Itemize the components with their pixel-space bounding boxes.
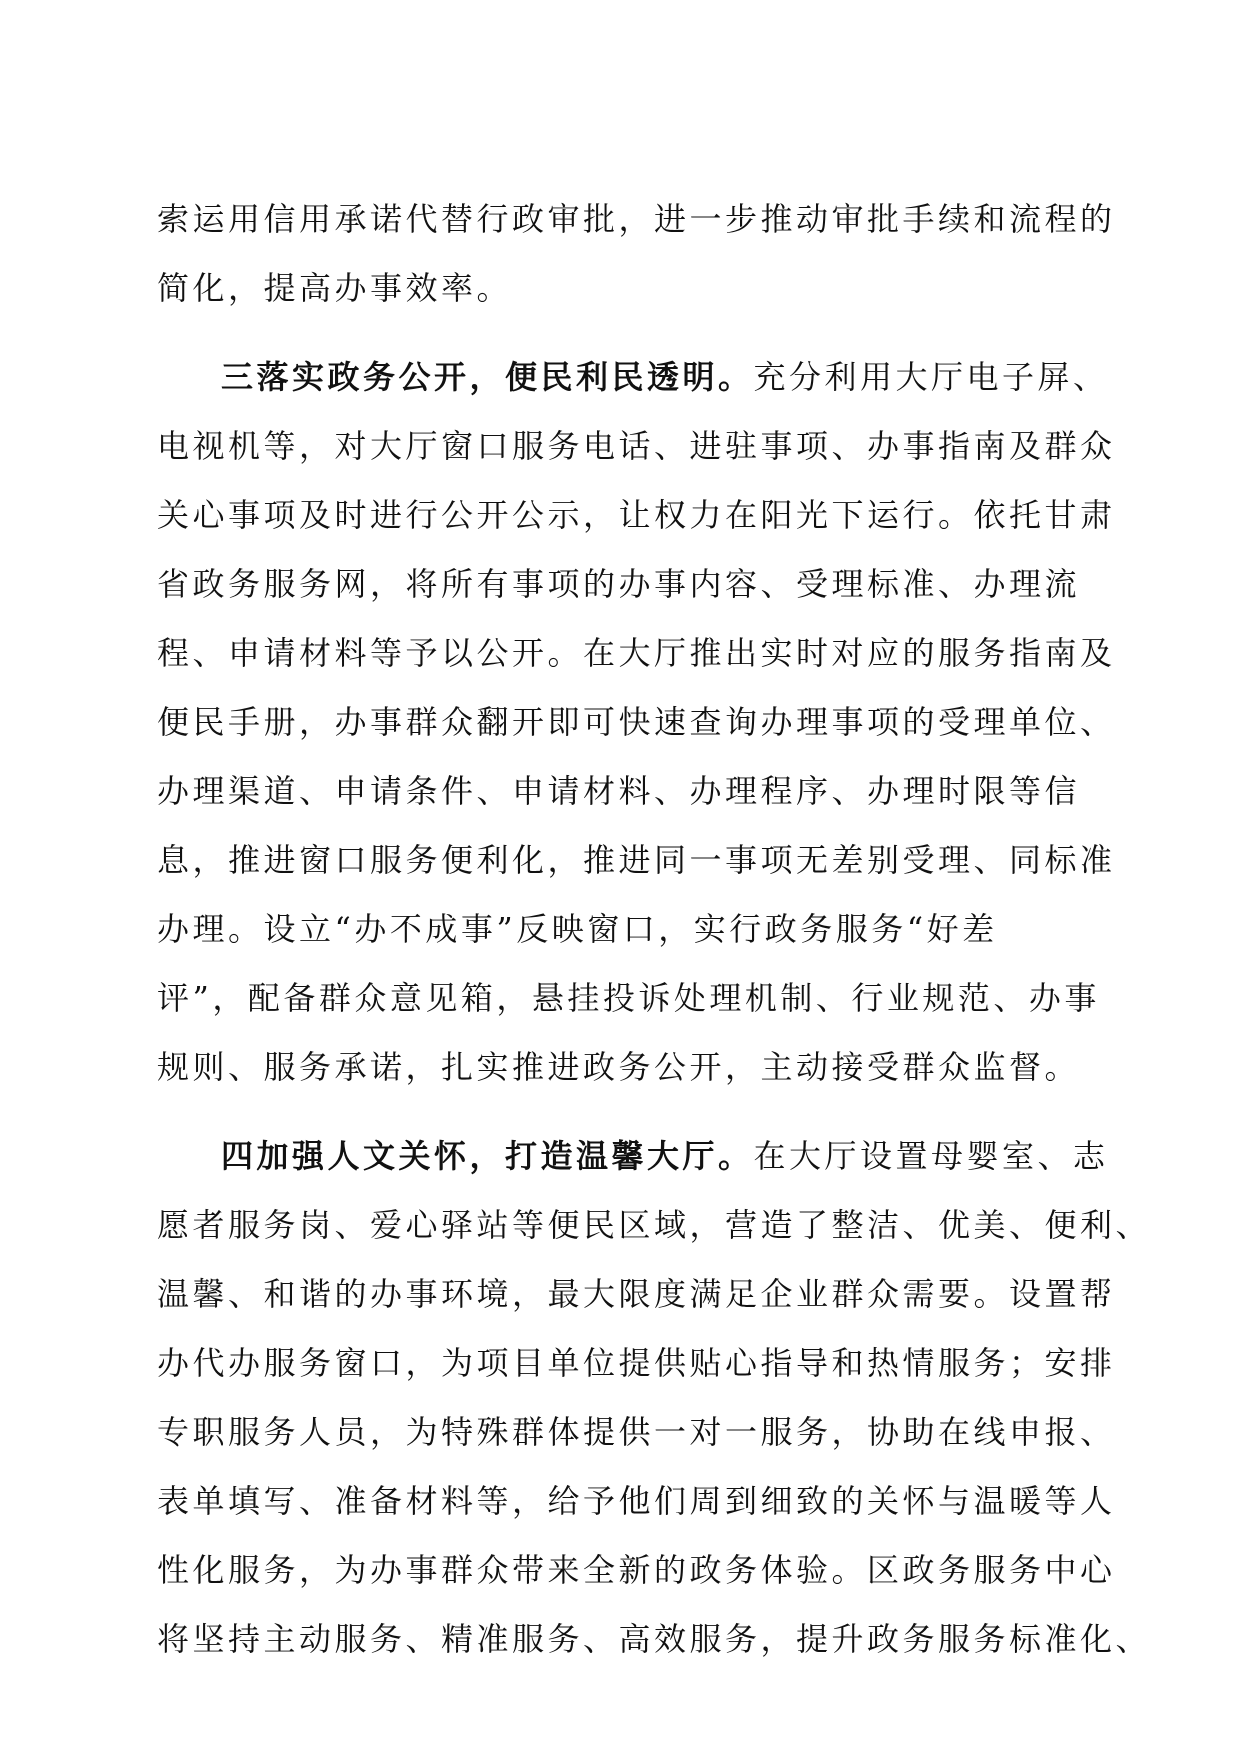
text-line: 便民手册，办事群众翻开即可快速查询办理事项的受理单位、 bbox=[157, 703, 1116, 741]
text-line: 办代办服务窗口，为项目单位提供贴心指导和热情服务；安排 bbox=[157, 1344, 1116, 1382]
text-line: 索运用信用承诺代替行政审批，进一步推动审批手续和流程的 bbox=[157, 200, 1116, 238]
section-heading: 三落实政务公开，便民利民透明。 bbox=[221, 358, 754, 396]
text-line: 关心事项及时进行公开公示，让权力在阳光下运行。依托甘肃 bbox=[157, 496, 1116, 534]
text-line: 规则、服务承诺，扎实推进政务公开，主动接受群众监督。 bbox=[157, 1048, 1081, 1086]
section-heading: 四加强人文关怀，打造温馨大厅。 bbox=[221, 1137, 754, 1175]
paragraph-government-transparency bbox=[157, 343, 1116, 1102]
text-line: 性化服务，为办事群众带来全新的政务体验。区政务服务中心 bbox=[157, 1551, 1116, 1589]
text-line: 评”，配备群众意见箱，悬挂投诉处理机制、行业规范、办事 bbox=[157, 979, 1100, 1017]
text-line: 专职服务人员，为特殊群体提供一对一服务，协助在线申报、 bbox=[157, 1413, 1116, 1451]
text-line: 温馨、和谐的办事环境，最大限度满足企业群众需要。设置帮 bbox=[157, 1275, 1116, 1313]
paragraph-first-line bbox=[157, 1122, 1109, 1191]
text-line: 将坚持主动服务、精准服务、高效服务，提升政务服务标准化、 bbox=[157, 1620, 1152, 1658]
text-line: 办理。设立“办不成事”反映窗口，实行政务服务“好差 bbox=[157, 910, 998, 948]
text-line: 办理渠道、申请条件、申请材料、办理程序、办理时限等信 bbox=[157, 772, 1081, 810]
text-run: 在大厅设置母婴室、志 bbox=[753, 1137, 1109, 1175]
document-body bbox=[157, 185, 1152, 1674]
text-run: 充分利用大厅电子屏、 bbox=[753, 358, 1109, 396]
text-line: 愿者服务岗、爱心驿站等便民区域，营造了整洁、优美、便利、 bbox=[157, 1206, 1152, 1244]
text-line: 电视机等，对大厅窗口服务电话、进驻事项、办事指南及群众 bbox=[157, 427, 1116, 465]
paragraph-first-line bbox=[157, 343, 1109, 412]
text-line: 表单填写、准备材料等，给予他们周到细致的关怀与温暖等人 bbox=[157, 1482, 1116, 1520]
text-line: 程、申请材料等予以公开。在大厅推出实时对应的服务指南及 bbox=[157, 634, 1116, 672]
paragraph-continuation bbox=[157, 185, 1116, 323]
paragraph-humanistic-care bbox=[157, 1122, 1152, 1674]
text-line: 省政务服务网，将所有事项的办事内容、受理标准、办理流 bbox=[157, 565, 1081, 603]
text-line: 简化，提高办事效率。 bbox=[157, 269, 513, 307]
text-line: 息，推进窗口服务便利化，推进同一事项无差别受理、同标准 bbox=[157, 841, 1116, 879]
